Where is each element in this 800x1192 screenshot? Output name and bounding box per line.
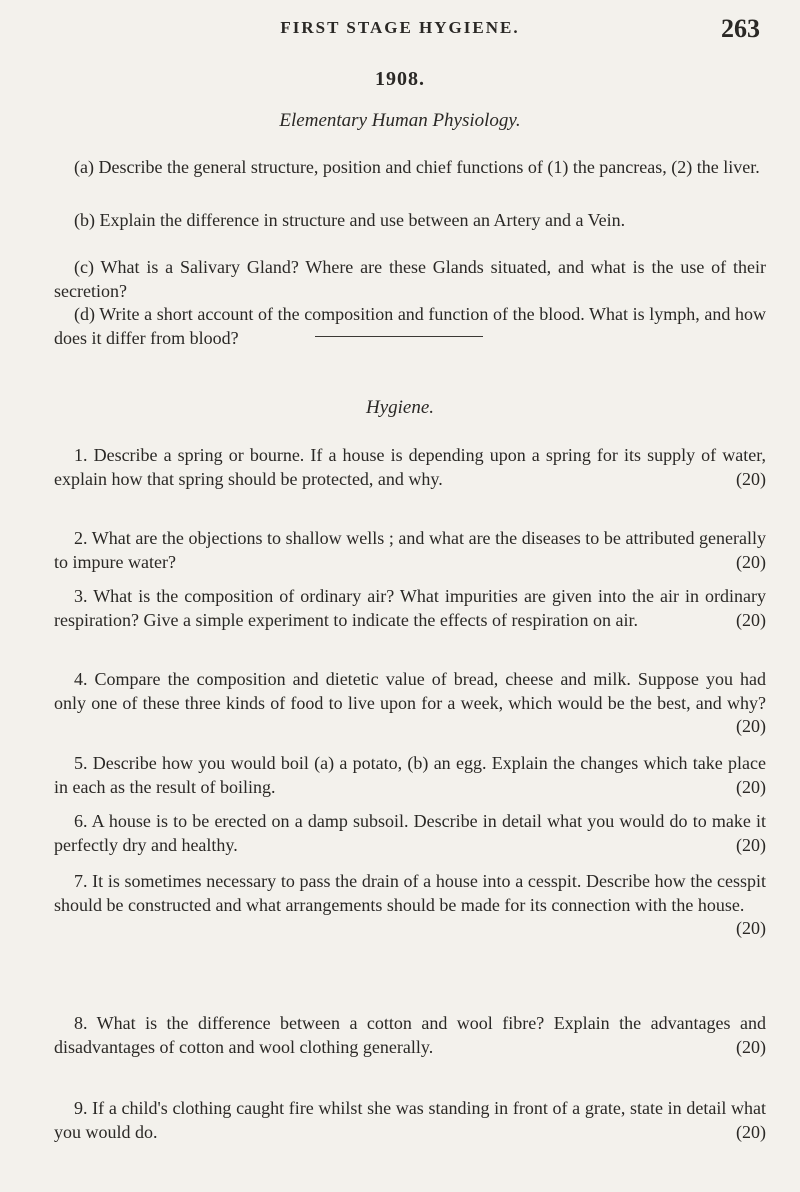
hygiene-question-2	[54, 527, 766, 574]
hygiene-question-7	[54, 870, 766, 941]
physiology-question-b: (b) Explain the difference in structure and use between an Artery and a Vein.	[74, 210, 626, 230]
hygiene-question-9	[54, 1097, 766, 1144]
hygiene-section-title: Hygiene.	[365, 397, 435, 418]
hygiene-question-5	[54, 752, 766, 799]
running-title: FIRST STAGE HYGIENE.	[280, 18, 520, 37]
question-marks: (20)	[736, 1121, 766, 1142]
question-text: 2. What are the objections to shallow wells ; and what are the diseases to be attributed generally to impure water?	[54, 528, 766, 572]
question-marks: (20)	[736, 468, 766, 489]
hygiene-question-1	[54, 444, 766, 491]
question-text: 8. What is the difference between a cotton and wool fibre? Explain the advantages and disadvantages of cotton and wool clothing generally.	[54, 1013, 766, 1057]
physiology-question-c: (c) What is a Salivary Gland? Where are these Glands situated, and what is the use of their secretion?	[54, 257, 766, 301]
question-text: 5. Describe how you would boil (a) a potato, (b) an egg. Explain the changes which take place in each as the result of boiling.	[54, 753, 766, 797]
question-text: 4. Compare the composition and dietetic value of bread, cheese and milk. Suppose you had only one of these three kinds of food to live upon for a week, which would be the best, and why?	[54, 669, 766, 713]
question-marks: (20)	[736, 551, 766, 572]
question-text: 1. Describe a spring or bourne. If a house is depending upon a spring for its supply of water, explain how that spring should be protected, and why.	[54, 445, 766, 489]
hygiene-question-4	[54, 668, 766, 739]
question-text: 9. If a child's clothing caught fire whilst she was standing in front of a grate, state in detail what you would do.	[54, 1098, 766, 1142]
physiology-question-d: (d) Write a short account of the composition and function of the blood. What is lymph, and how does it differ from blood?	[54, 304, 766, 348]
physiology-section-title: Elementary Human Physiology.	[279, 110, 521, 131]
question-marks: (20)	[736, 609, 766, 630]
hygiene-question-8	[54, 1012, 766, 1059]
question-text: 7. It is sometimes necessary to pass the drain of a house into a cesspit. Describe how the cesspit should be constructed and what arrangements should be made for its connection with the house.	[54, 871, 766, 915]
hygiene-question-6	[54, 810, 766, 857]
question-marks: (20)	[736, 834, 766, 855]
question-marks: (20)	[736, 716, 766, 736]
section-divider	[315, 336, 483, 337]
question-text: 6. A house is to be erected on a damp subsoil. Describe in detail what you would do to make it perfectly dry and healthy.	[54, 811, 766, 855]
question-marks: (20)	[736, 776, 766, 797]
question-text: 3. What is the composition of ordinary air? What impurities are given into the air in ordinary respiration? Give a simple experiment to indicate the effects of respiration on air.	[54, 586, 766, 630]
running-head	[0, 14, 800, 48]
physiology-question-a: (a) Describe the general structure, position and chief functions of (1) the pancreas, (2) the liver.	[74, 157, 760, 177]
exam-year: 1908.	[375, 68, 425, 90]
page-number: 263	[721, 14, 760, 43]
question-marks: (20)	[736, 918, 766, 938]
hygiene-question-3	[54, 585, 766, 632]
question-marks: (20)	[736, 1036, 766, 1057]
